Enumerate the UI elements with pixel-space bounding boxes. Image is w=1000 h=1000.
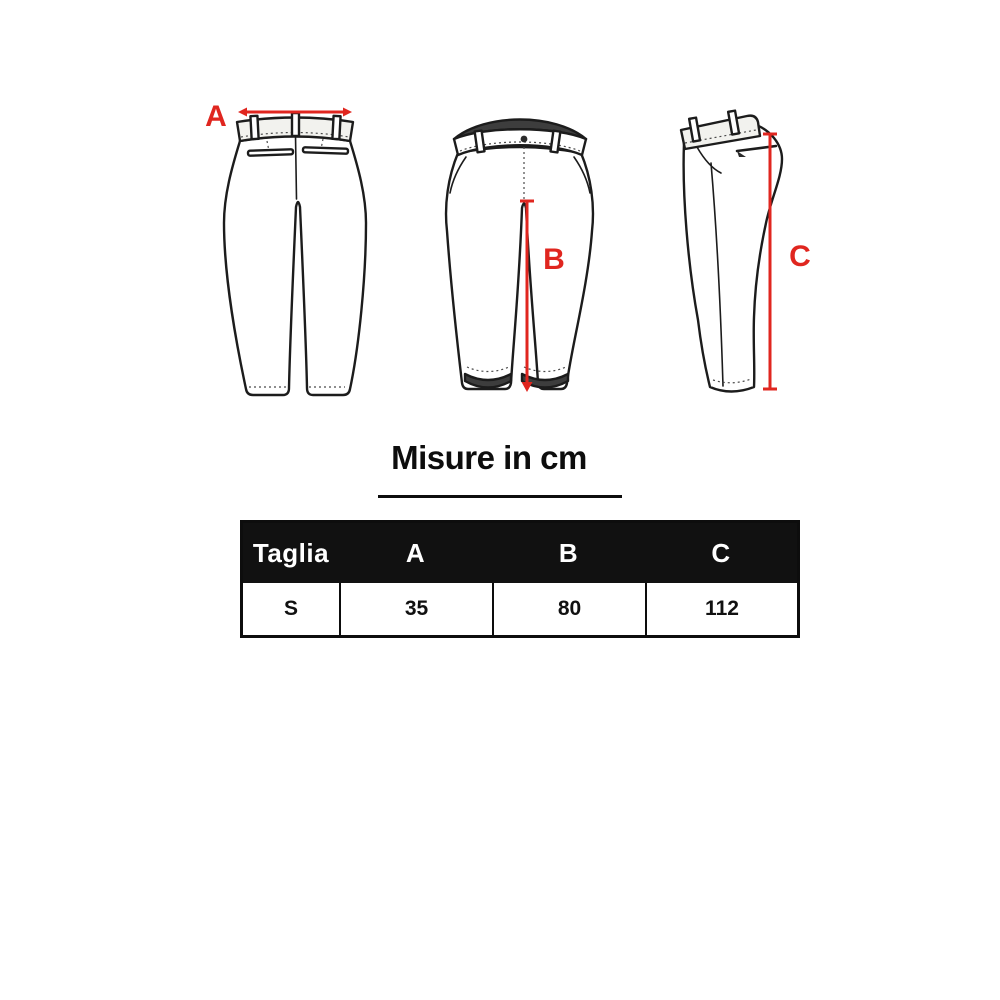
center-back-seam bbox=[296, 135, 297, 199]
size-table-header-c: C bbox=[711, 537, 731, 568]
measure-label-a: A bbox=[205, 100, 227, 133]
pants-front-view-drawing bbox=[440, 105, 610, 405]
measure-label-b: B bbox=[543, 243, 565, 276]
belt-loop bbox=[250, 116, 258, 139]
belt-loop bbox=[292, 113, 299, 136]
pants-side-view-drawing bbox=[655, 105, 815, 405]
size-table-cell-a: 35 bbox=[339, 583, 492, 635]
belt-loop bbox=[550, 131, 560, 153]
belt-loop bbox=[332, 116, 340, 139]
pants-back-view-drawing bbox=[195, 95, 375, 405]
measure-label-c: C bbox=[789, 240, 811, 273]
pants-back-silhouette bbox=[224, 136, 366, 395]
size-table bbox=[240, 520, 800, 638]
size-table-header-taglia: Taglia bbox=[252, 537, 330, 568]
belt-loop bbox=[475, 131, 485, 153]
size-table-header-row bbox=[243, 523, 797, 583]
title-underline bbox=[378, 495, 622, 498]
waist-button bbox=[521, 136, 528, 143]
size-table-row-s bbox=[243, 583, 797, 635]
back-pocket-right bbox=[303, 147, 348, 154]
pants-side-silhouette bbox=[684, 123, 782, 392]
page-title: Misure in cm bbox=[391, 439, 587, 476]
pants-front-silhouette bbox=[446, 147, 593, 389]
back-pocket-left bbox=[248, 149, 293, 156]
size-table-cell-b: 80 bbox=[492, 583, 645, 635]
size-table-cell-size: S bbox=[283, 597, 298, 620]
size-table-cell-c: 112 bbox=[645, 583, 797, 635]
size-table-header-a: A bbox=[405, 537, 426, 568]
size-table-header-b: B bbox=[558, 537, 579, 568]
